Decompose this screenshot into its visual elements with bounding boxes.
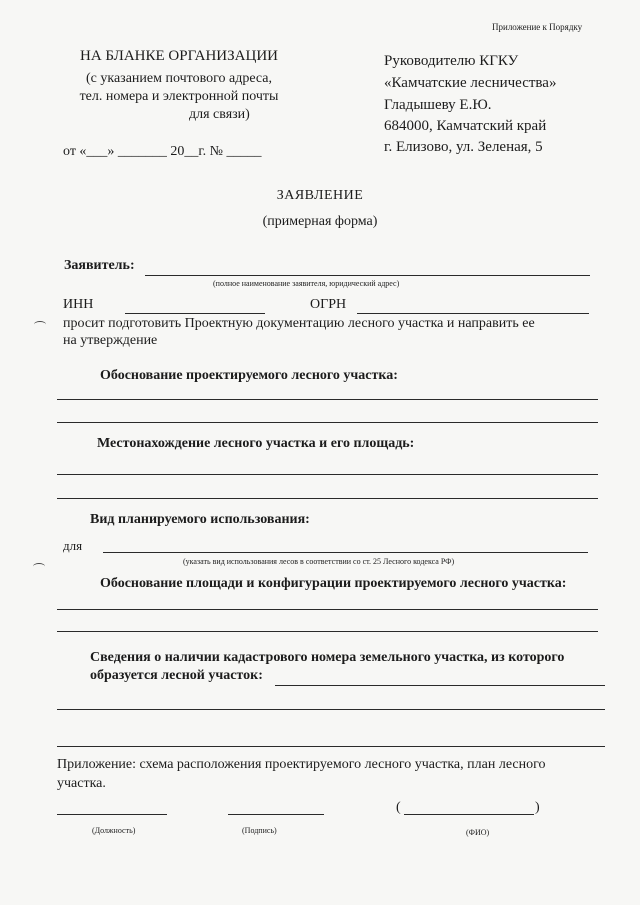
ogrn-fill-line (357, 313, 589, 314)
recipient-line-5: г. Елизово, ул. Зеленая, 5 (384, 139, 543, 155)
justification-heading: Обоснование проектируемого лесного участка: (100, 368, 398, 383)
ogrn-label: ОГРН (310, 297, 347, 312)
sender-title: НА БЛАНКЕ ОРГАНИЗАЦИИ (80, 48, 278, 64)
applicant-fill-line (145, 275, 590, 276)
appendix-note: Приложение к Порядку (492, 22, 583, 32)
sender-line-2: тел. номера и электронной почты (79, 89, 279, 104)
cadastral-heading-line-1: Сведения о наличии кадастрового номера земельного участка, из которого (90, 650, 565, 665)
attachment-line-2: участка. (57, 776, 106, 791)
recipient-line-4: 684000, Камчатский край (384, 118, 547, 134)
attachment-line-1: Приложение: схема расположения проектируемого лесного участка, план лесного (57, 757, 546, 772)
inn-fill-line (125, 313, 265, 314)
name-open-paren: ( (396, 800, 401, 815)
signature-fill-line (228, 814, 324, 815)
name-close-paren: ) (535, 800, 540, 815)
usage-hint: (указать вид использования лесов в соответствии со ст. 25 Лесного кодекса РФ) (183, 557, 455, 566)
sender-line-1: (с указанием почтового адреса, (86, 71, 272, 86)
justification-line-1 (57, 399, 598, 400)
position-label: (Должность) (92, 826, 136, 835)
sender-line-3: для связи) (189, 107, 250, 122)
cadastral-line-1 (57, 709, 605, 710)
applicant-hint: (полное наименование заявителя, юридический адрес) (213, 279, 400, 288)
inn-label: ИНН (63, 297, 94, 312)
recipient-line-1: Руководителю КГКУ (384, 53, 519, 69)
signature-label: (Подпись) (242, 826, 277, 835)
area-config-heading: Обоснование площади и конфигурации проектируемого лесного участка: (100, 576, 567, 591)
cadastral-fill-line (275, 685, 605, 686)
usage-prefix: для (63, 538, 83, 553)
name-label: (ФИО) (466, 828, 490, 837)
recipient-line-2: «Камчатские лесничества» (384, 75, 557, 91)
name-fill-line (404, 814, 534, 815)
location-line-2 (57, 498, 598, 499)
cadastral-line-2 (57, 746, 605, 747)
margin-mark (34, 321, 46, 328)
justification-line-2 (57, 422, 598, 423)
area-config-line-1 (57, 609, 598, 610)
usage-heading: Вид планируемого использования: (90, 512, 310, 527)
recipient-line-3: Гладышеву Е.Ю. (384, 97, 492, 113)
document-title: ЗАЯВЛЕНИЕ (276, 188, 364, 203)
area-config-line-2 (57, 631, 598, 632)
location-line-1 (57, 474, 598, 475)
request-line-1: просит подготовить Проектную документацию лесного участка и направить ее (63, 316, 535, 331)
sender-date-line: от «___» _______ 20__г. № _____ (63, 144, 262, 159)
margin-mark (33, 563, 45, 570)
location-heading: Местонахождение лесного участка и его площадь: (97, 436, 415, 451)
position-fill-line (57, 814, 167, 815)
document-subtitle: (примерная форма) (262, 214, 378, 229)
cadastral-heading-line-2: образуется лесной участок: (90, 668, 263, 683)
request-line-2: на утверждение (63, 333, 158, 348)
usage-fill-line (103, 552, 588, 553)
applicant-label: Заявитель: (64, 258, 135, 273)
